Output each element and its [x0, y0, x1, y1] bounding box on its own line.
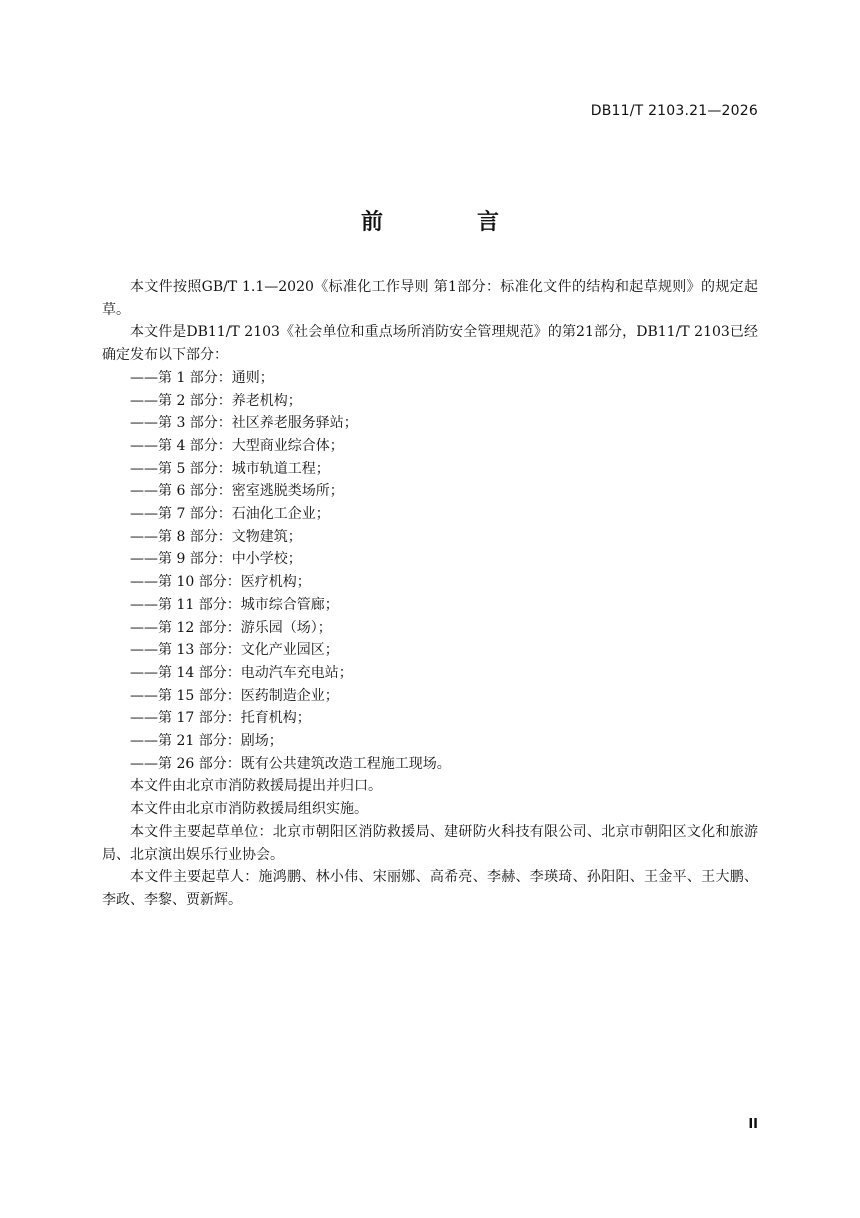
- list-item: ——第 12 部分：游乐园（场）；: [130, 619, 332, 636]
- list-item: ——第 10 部分：医疗机构；: [130, 574, 311, 591]
- list-item: ——第 11 部分：城市综合管廊；: [130, 596, 339, 613]
- page-number: II: [748, 1117, 758, 1132]
- paragraph-series-intro: 本文件是DB11/T 2103《社会单位和重点场所消防安全管理规范》的第21部分，DB11/T 2103已经确定发布以下部分：: [102, 324, 758, 364]
- paragraph-drafting-rules: 本文件按照GB/T 1.1—2020《标准化工作导则 第1部分：标准化文件的结构和起草规则》的规定起草。: [102, 279, 758, 318]
- list-item: ——第 14 部分：电动汽车充电站；: [130, 664, 353, 681]
- list-item: ——第 1 部分：通则；: [130, 369, 274, 386]
- document-id: DB11/T 2103.21—2026: [590, 103, 758, 119]
- paragraph-drafters: 本文件主要起草人：施鸿鹏、林小伟、宋丽娜、高希亮、李赫、李瑛琦、孙阳阳、王金平、王大鹏、李政、李黎、贾新辉。: [102, 869, 758, 908]
- list-item: ——第 6 部分：密室逃脱类场所；: [130, 483, 344, 500]
- list-item: ——第 26 部分：既有公共建筑改造工程施工现场。: [130, 755, 451, 772]
- list-item: ——第 2 部分：养老机构；: [130, 392, 302, 409]
- list-item: ——第 15 部分：医药制造企业；: [130, 687, 339, 704]
- paragraph-drafting-units: 本文件主要起草单位：北京市朝阳区消防救援局、建研防火科技有限公司、北京市朝阳区文化和旅游局、北京演出娱乐行业协会。: [102, 823, 758, 863]
- list-item: ——第 9 部分：中小学校；: [130, 551, 302, 568]
- paragraph-proposed-by: 本文件由北京市消防救援局提出并归口。: [130, 778, 382, 795]
- foreword-body: [102, 276, 758, 912]
- parts-list: [102, 367, 758, 776]
- paragraph-implemented-by: 本文件由北京市消防救援局组织实施。: [130, 801, 368, 818]
- list-item: ——第 4 部分：大型商业综合体；: [130, 437, 344, 454]
- list-item: ——第 3 部分：社区养老服务驿站；: [130, 415, 358, 432]
- list-item: ——第 7 部分：石油化工企业；: [130, 506, 330, 523]
- page-title: 前 言: [360, 210, 535, 235]
- list-item: ——第 13 部分：文化产业园区；: [130, 642, 339, 659]
- list-item: ——第 8 部分：文物建筑；: [130, 528, 302, 545]
- list-item: ——第 17 部分：托育机构；: [130, 710, 311, 727]
- list-item: ——第 21 部分：剧场；: [130, 733, 283, 750]
- list-item: ——第 5 部分：城市轨道工程；: [130, 460, 330, 477]
